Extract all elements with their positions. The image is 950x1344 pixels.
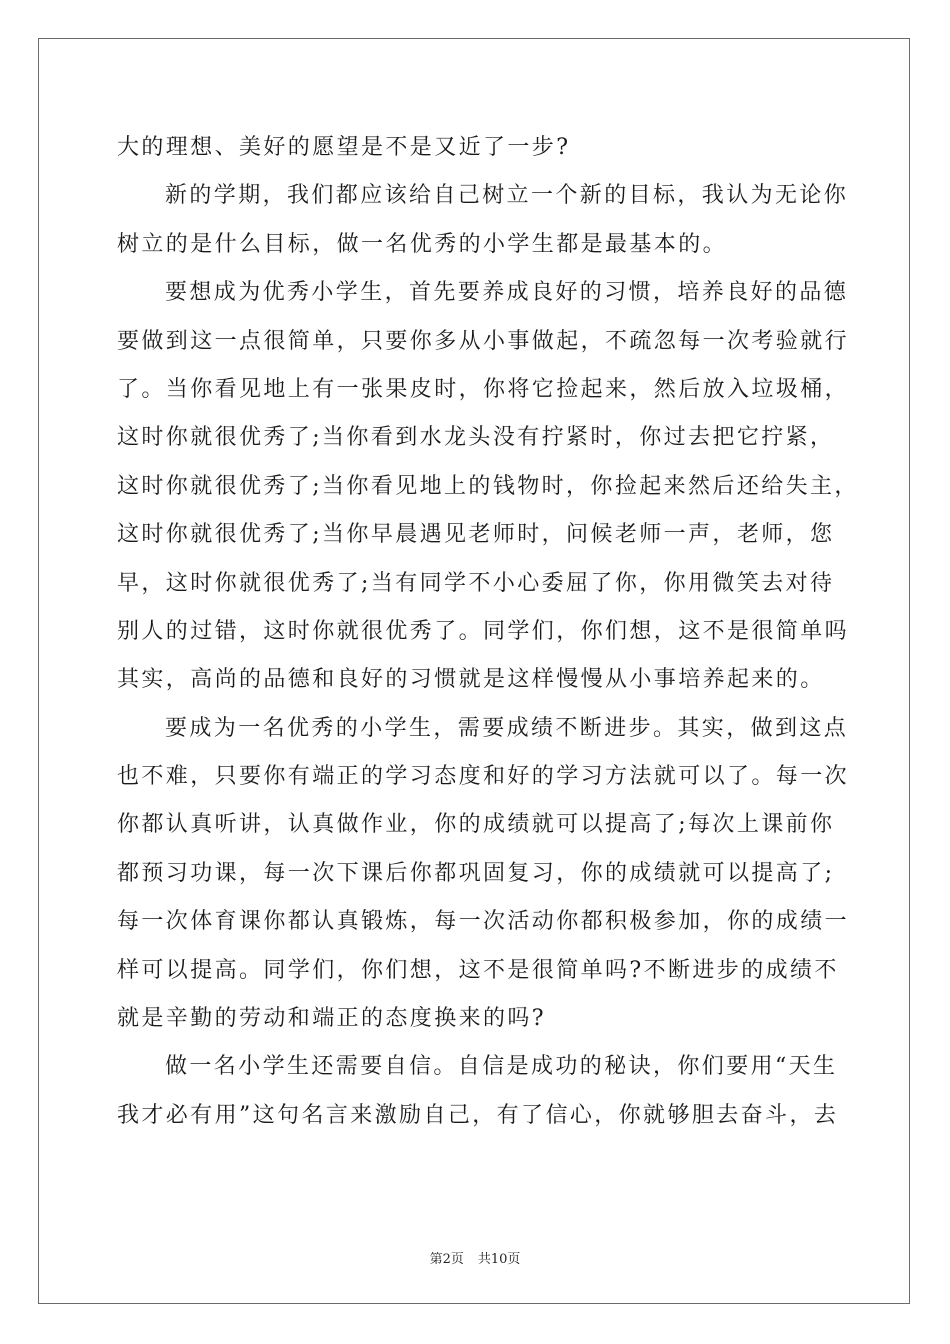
- text-line: 每一次体育课你都认真锻炼，每一次活动你都积极参加，你的成绩一: [117, 909, 850, 935]
- text-line: 早，这时你就很优秀了;当有同学不小心委屈了你，你用微笑去对待: [117, 570, 835, 596]
- text-line: 这时你就很优秀了;当你看见地上的钱物时，你捡起来然后还给失主，: [117, 473, 859, 499]
- text-line: 别人的过错，这时你就很优秀了。同学们，你们想，这不是很简单吗: [117, 618, 850, 644]
- page-total: 共10页: [477, 1252, 521, 1267]
- text-line: 其实，高尚的品德和良好的习惯就是这样慢慢从小事培养起来的。: [117, 667, 825, 693]
- text-line: 都预习功课，每一次下课后你都巩固复习，你的成绩就可以提高了;: [117, 860, 835, 886]
- text-line: 了。当你看见地上有一张果皮时，你将它捡起来，然后放入垃圾桶，: [117, 376, 850, 402]
- text-line: 做一名小学生还需要自信。自信是成功的秘诀，你们要用“天生: [165, 1054, 838, 1080]
- text-line: 树立的是什么目标，做一名优秀的小学生都是最基本的。: [117, 231, 728, 257]
- page-number: 第2页: [429, 1252, 464, 1267]
- document-body: [117, 124, 857, 1140]
- text-line: 你都认真听讲，认真做作业，你的成绩就可以提高了;每次上课前你: [117, 812, 835, 838]
- text-line: 要想成为优秀小学生，首先要养成良好的习惯，培养良好的品德: [165, 280, 849, 306]
- text-line: 这时你就很优秀了;当你早晨遇见老师时，问候老师一声，老师，您: [117, 522, 835, 548]
- text-line: 这时你就很优秀了;当你看到水龙头没有拧紧时，你过去把它拧紧，: [117, 425, 835, 451]
- text-line: 大的理想、美好的愿望是不是又近了一步?: [117, 135, 571, 160]
- text-line: 就是辛勤的劳动和端正的态度换来的吗?: [117, 1006, 546, 1032]
- text-line: 要成为一名优秀的小学生，需要成绩不断进步。其实，做到这点: [165, 715, 849, 741]
- text-line: 样可以提高。同学们，你们想，这不是很简单吗?不断进步的成绩不: [117, 957, 839, 983]
- text-line: 我才必有用”这句名言来激励自己，有了信心，你就够胆去奋斗，去: [117, 1102, 839, 1128]
- text-line: 要做到这一点很简单，只要你多从小事做起，不疏忽每一次考验就行: [117, 328, 850, 354]
- page-footer: [0, 1248, 950, 1267]
- text-line: 也不难，只要你有端正的学习态度和好的学习方法就可以了。每一次: [117, 764, 850, 790]
- text-line: 新的学期，我们都应该给自己树立一个新的目标，我认为无论你: [165, 183, 849, 209]
